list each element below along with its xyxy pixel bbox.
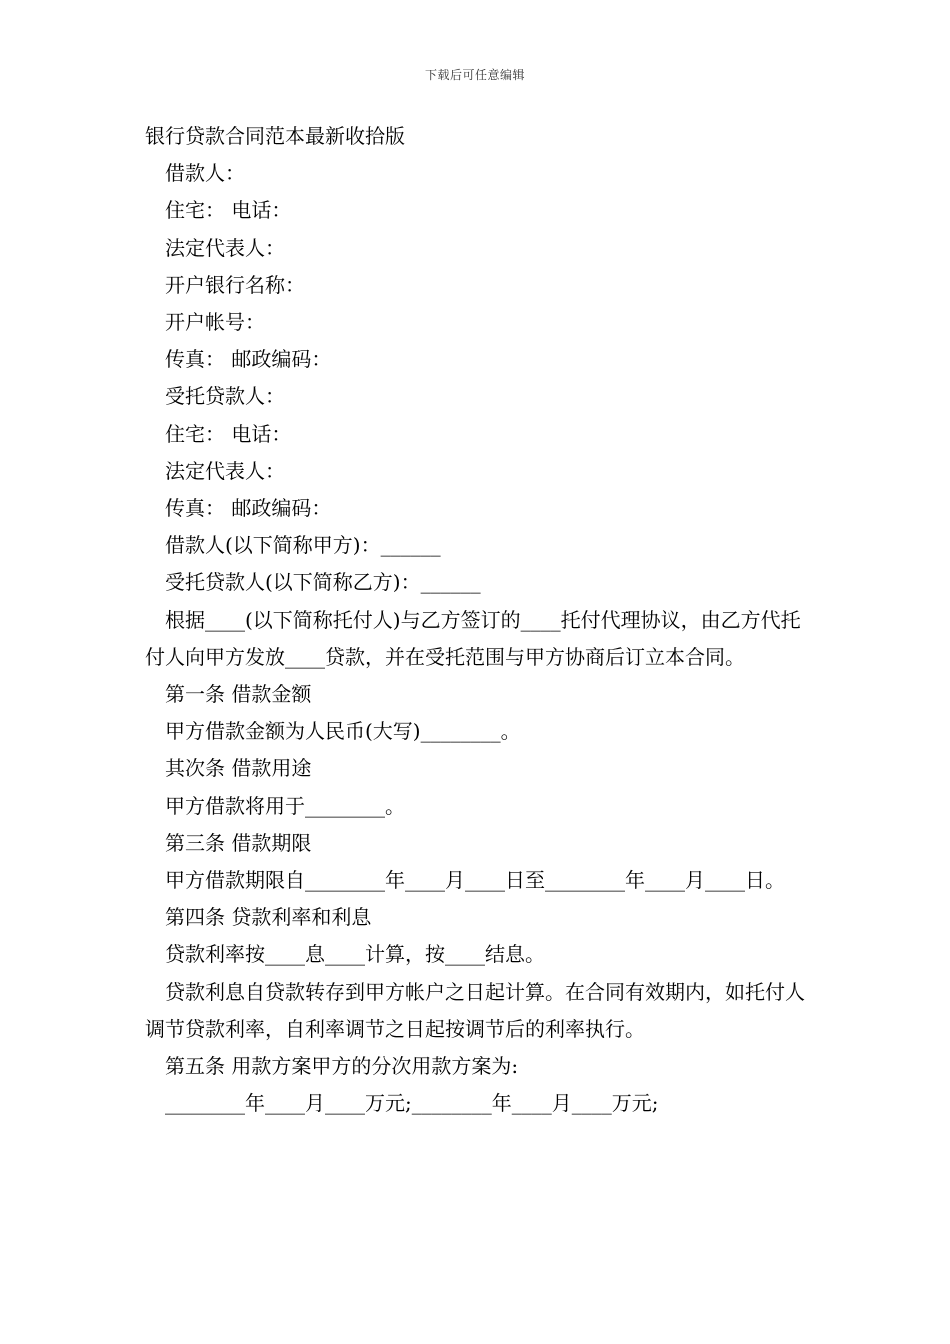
field-lender: 受托贷款人： <box>165 384 285 409</box>
field-lender-legal-rep: 法定代表人： <box>165 458 285 483</box>
field-lender-address-phone: 住宅： 电话： <box>165 421 292 446</box>
preamble-paragraph: 根据____(以下简称托付人)与乙方签订的____托付代理协议，由乙方代托付人向甲方发放____贷款，并在受托范围与甲方协商后订立本合同。 <box>145 607 801 669</box>
article-2-text: 甲方借款将用于________。 <box>165 793 405 818</box>
interest-paragraph: 贷款利息自贷款转存到甲方帐户之日起计算。在合同有效期内，如托付人调节贷款利率，自利率调节之日起按调节后的利率执行。 <box>145 979 805 1041</box>
field-borrower-address-phone: 住宅： 电话： <box>165 198 292 223</box>
party-a-definition: 借款人(以下简称甲方)：______ <box>165 533 441 558</box>
article-3-text: 甲方借款期限自________年____月____日至________年____月____日。 <box>165 868 785 893</box>
article-2-heading: 其次条 借款用途 <box>165 756 312 781</box>
field-account-number: 开户帐号： <box>165 310 265 335</box>
article-1-text: 甲方借款金额为人民币(大写)________。 <box>165 719 521 744</box>
field-borrower-legal-rep: 法定代表人： <box>165 235 285 260</box>
article-5-schedule: ________年____月____万元;________年____月____万元; <box>165 1091 659 1116</box>
field-lender-fax-postcode: 传真： 邮政编码： <box>165 496 332 521</box>
article-3-heading: 第三条 借款期限 <box>165 830 312 855</box>
field-bank-name: 开户银行名称： <box>165 272 305 297</box>
party-b-definition: 受托贷款人(以下简称乙方)：______ <box>165 570 481 595</box>
article-4-text: 贷款利率按____息____计算，按____结息。 <box>165 942 545 967</box>
document-title: 银行贷款合同范本最新收拾版 <box>145 124 405 148</box>
field-borrower-fax-postcode: 传真： 邮政编码： <box>165 347 332 372</box>
document-body <box>145 118 810 1122</box>
article-1-heading: 第一条 借款金额 <box>165 682 312 707</box>
article-5-heading: 第五条 用款方案甲方的分次用款方案为: <box>165 1054 519 1079</box>
article-4-heading: 第四条 贷款利率和利息 <box>165 905 372 930</box>
page-header-note: 下载后可任意编辑 <box>424 68 525 82</box>
field-borrower: 借款人： <box>165 161 245 186</box>
